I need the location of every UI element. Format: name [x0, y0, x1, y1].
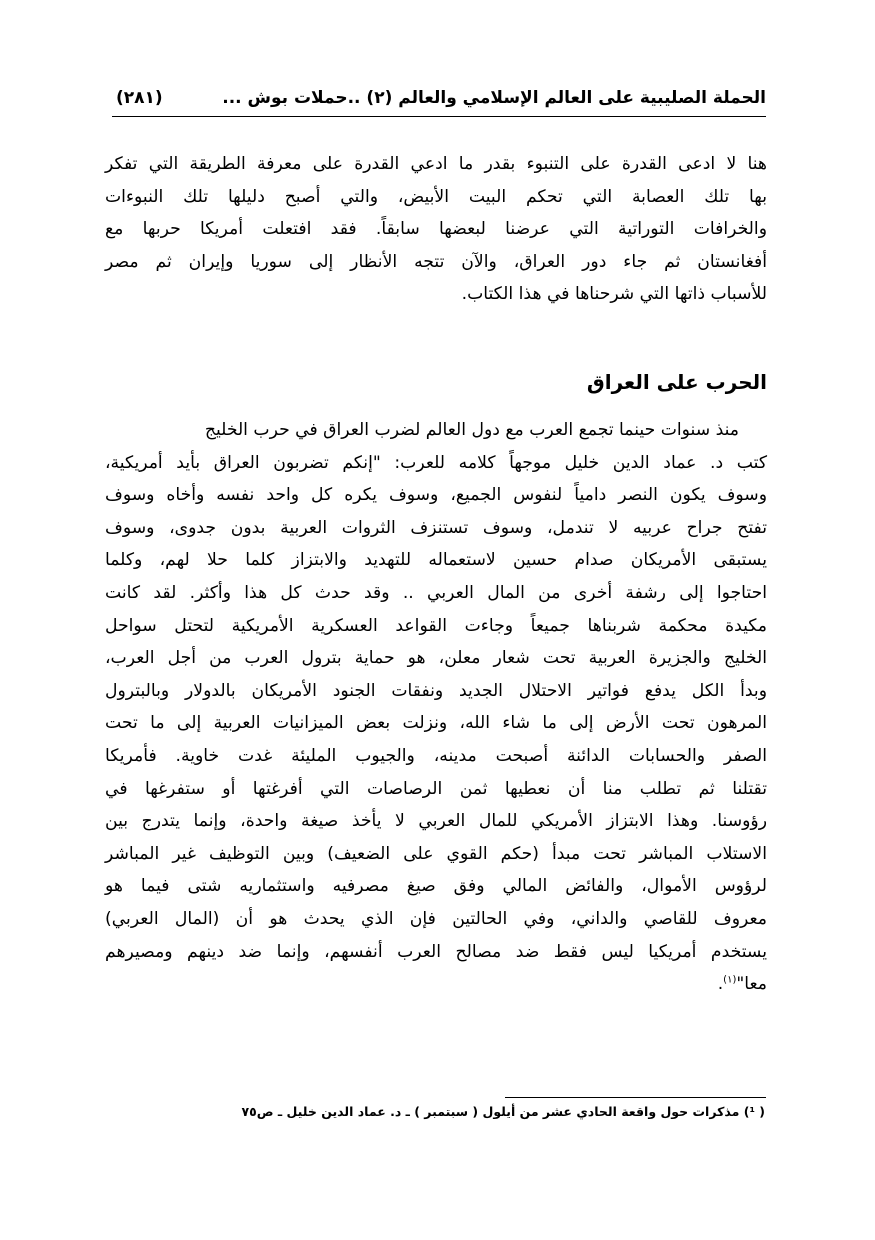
text-line: منذ سنوات حينما تجمع العرب مع دول العالم لضرب العراق في حرب الخليج [204, 420, 739, 440]
text-line: الاستلاب المباشر تحت مبدأ (حكم القوي على الضعيف) وبين التوظيف غير المباشر [105, 843, 767, 864]
text-line: الصفر والحسابات الدائنة أصبحت مدينه، والجيوب المليئة غدت خاوية. فأمريكا [105, 745, 767, 766]
footnote [241, 1104, 765, 1119]
text-line: هنا لا ادعى القدرة على التنبوء بقدر ما ادعي القدرة على معرفة الطريقة التي تفكر [105, 154, 767, 174]
text-line: وسوف يكون النصر دامياً لنفوس الجميع، وسوف يكره كل واحد نفسه وأخاه وسوف [105, 485, 767, 506]
text-line: رؤوسنا. وهذا الابتزاز الأمريكي للمال العربي لا يأخذ صيغة واحدة، وإنما يتدرج بين [105, 811, 767, 832]
text-line: والخرافات التوراتية التي عرضنا لبعضها سابقاً. فقد افتعلت أمريكا حربها مع [105, 219, 767, 240]
text-line: وبدأ الكل يدفع فواتير الاحتلال الجديد ونفقات الجنود الأمريكان بالدولار وبالبترول [105, 680, 767, 701]
text-line: المرهون تحت الأرض إلى ما شاء الله، ونزلت بعض الميزانيات العربية إلى ما تحت [105, 713, 767, 734]
text-line: أفغانستان ثم جاء دور العراق، والآن تتجه الأنظار إلى سوريا وإيران ثم مصر [105, 251, 767, 272]
text-line: مكيدة محكمة شربناها جميعاً وجاءت القواعد العسكرية الأمريكية لتحتل سواحل [105, 615, 767, 636]
text-line: للأسباب ذاتها التي شرحناها في هذا الكتاب. [461, 284, 767, 305]
intro-paragraph [105, 148, 767, 311]
text-line: كتب د. عماد الدين خليل موجهاً كلامه للعرب: "إنكم تضربون العراق بأيد أمريكية، [105, 452, 767, 473]
text-line: تقتلنا ثم تطلب منا أن نعطيها ثمن الرصاصات التي أفرغتها أو ستفرغها في [105, 778, 767, 799]
page-number: (٢٨١) [116, 88, 163, 108]
footnote-reference[interactable]: (١) [723, 974, 737, 986]
final-period: . [717, 974, 724, 995]
running-header [112, 86, 766, 117]
text-line: يستخدم أمريكيا ليس فقط ضد مصالح العرب أنفسهم، وإنما ضد دينهم ومصيرهم [105, 941, 767, 962]
text-line-final [105, 968, 767, 1001]
footnote-separator [505, 1097, 766, 1098]
text-line: احتاجوا إلى رشفة أخرى من المال العربي .. وقد حدث كل هذا وأكثر. لقد كانت [105, 582, 767, 603]
text-line: معروف للقاصي والداني، وفي الحالتين فإن الذي يحدث هو أن (المال العربي) [105, 908, 767, 929]
text-line: بها تلك العصابة التي تحكم البيت الأبيض، والتي أصبح دليلها تلك النبوءات [105, 186, 767, 207]
footnote-marker: ( ¹) [743, 1104, 765, 1119]
section-paragraph [105, 414, 767, 1001]
text-line: لرؤوس الأموال، والفائض المالي وفق صيغ مصرفيه واستثماريه شتى فيما هو [105, 876, 767, 897]
text-line: الخليج والجزيرة العربية تحت شعار معلن، هو حماية بترول العرب من أجل العرب، [105, 648, 767, 669]
text-line: يستبقى الأمريكان صدام حسين لاستعماله للتهديد والابتزاز كلما حلا لهم، وكلما [105, 550, 767, 571]
header-title: الحملة الصليبية على العالم الإسلامي والعالم (٢) ..حملات بوش ... [222, 88, 766, 108]
text-line: تفتح جراح عربيه لا تندمل، وسوف تستنزف الثروات العربية بدون جدوى، وسوف [105, 517, 767, 538]
footnote-text: مذكرات حول واقعة الحادي عشر من أيلول ( سبتمبر ) ـ د. عماد الدين خليل ـ ص٧٥ [241, 1104, 740, 1119]
section-heading: الحرب على العراق [586, 370, 767, 394]
final-text: معا" [736, 974, 767, 995]
